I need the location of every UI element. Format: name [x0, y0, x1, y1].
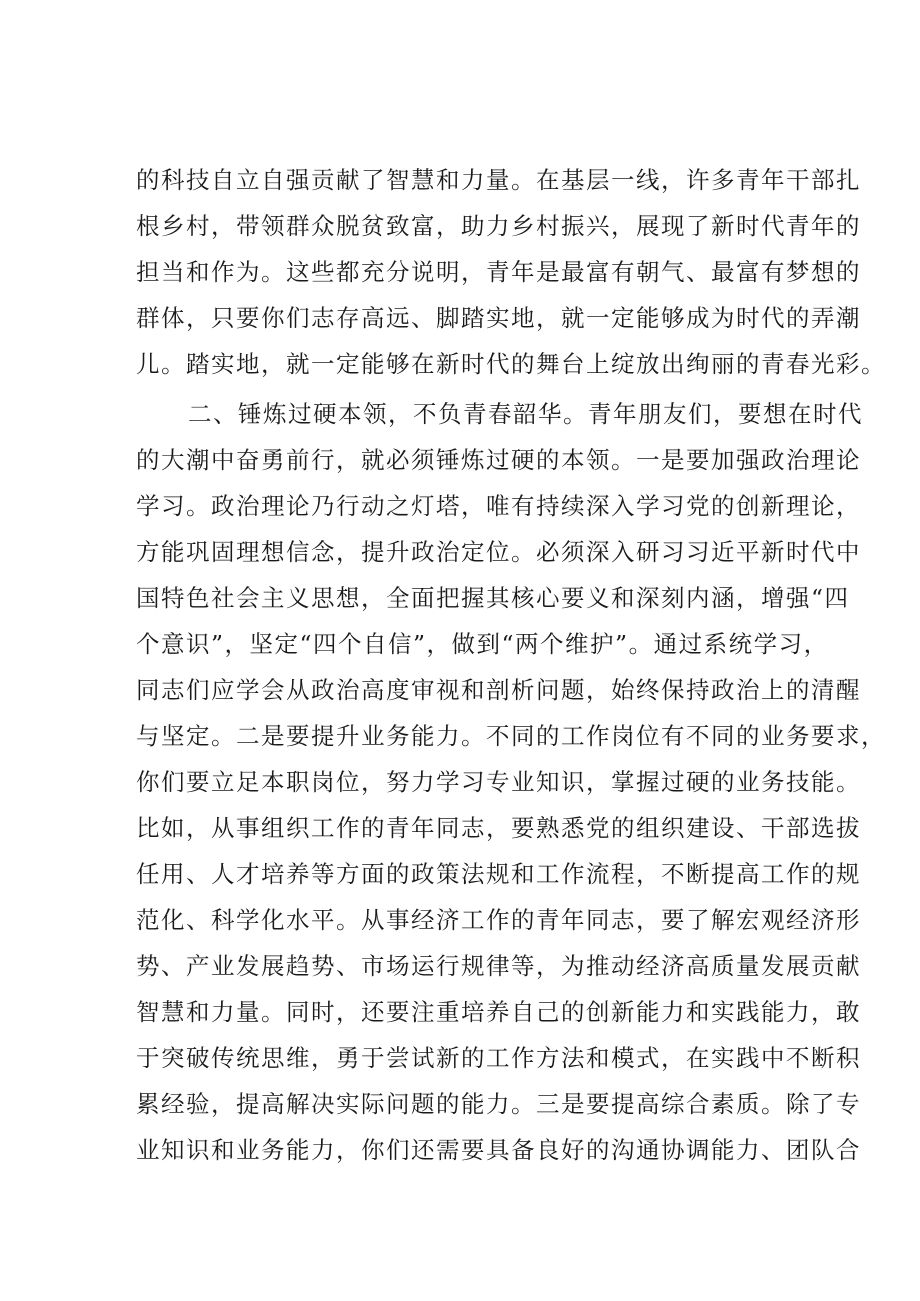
section-heading-line: 二、锤炼过硬本领，不负青春韶华。青年朋友们，要想在时代: [188, 400, 863, 428]
text-line: 学习。政治理论乃行动之灯塔，唯有持续深入学习党的创新理论，: [136, 492, 861, 520]
text-line: 的科技自立自强贡献了智慧和力量。在基层一线，许多青年干部扎: [136, 166, 861, 194]
text-line: 于突破传统思维，勇于尝试新的工作方法和模式，在实践中不断积: [136, 1044, 861, 1072]
text-line: 儿。踏实地，就一定能够在新时代的舞台上绽放出绚丽的青春光彩。: [136, 350, 886, 378]
text-line: 的大潮中奋勇前行，就必须锤炼过硬的本领。一是要加强政治理论: [136, 446, 861, 474]
text-line: 个意识”，坚定“四个自信”，做到“两个维护”。通过系统学习，: [136, 630, 829, 658]
text-line: 根乡村，带领群众脱贫致富，助力乡村振兴，展现了新时代青年的: [136, 212, 861, 240]
text-line: 同志们应学会从政治高度审视和剖析问题，始终保持政治上的清醒: [136, 676, 861, 704]
text-line: 担当和作为。这些都充分说明，青年是最富有朝气、最富有梦想的: [136, 258, 861, 286]
text-line: 累经验，提高解决实际问题的能力。三是要提高综合素质。除了专: [136, 1090, 861, 1118]
text-line: 你们要立足本职岗位，努力学习专业知识，掌握过硬的业务技能。: [136, 768, 861, 796]
text-line: 比如，从事组织工作的青年同志，要熟悉党的组织建设、干部选拔: [136, 814, 861, 842]
text-line: 国特色社会主义思想，全面把握其核心要义和深刻内涵，增强“四: [136, 584, 850, 612]
text-line: 势、产业发展趋势、市场运行规律等，为推动经济高质量发展贡献: [136, 952, 861, 980]
text-line: 任用、人才培养等方面的政策法规和工作流程，不断提高工作的规: [136, 860, 861, 888]
paragraph-section-two: [136, 391, 886, 1173]
text-line: 方能巩固理想信念，提升政治定位。必须深入研习习近平新时代中: [136, 538, 861, 566]
text-line: 智慧和力量。同时，还要注重培养自己的创新能力和实践能力，敢: [136, 998, 861, 1026]
text-line: 与坚定。二是要提升业务能力。不同的工作岗位有不同的业务要求，: [136, 722, 886, 750]
body-text: [136, 157, 886, 1173]
text-line: 群体，只要你们志存高远、脚踏实地，就一定能够成为时代的弄潮: [136, 304, 861, 332]
text-line: 范化、科学化水平。从事经济工作的青年同志，要了解宏观经济形: [136, 906, 861, 934]
paragraph-continuation: [136, 157, 886, 387]
text-line: 业知识和业务能力，你们还需要具备良好的沟通协调能力、团队合: [136, 1136, 861, 1164]
